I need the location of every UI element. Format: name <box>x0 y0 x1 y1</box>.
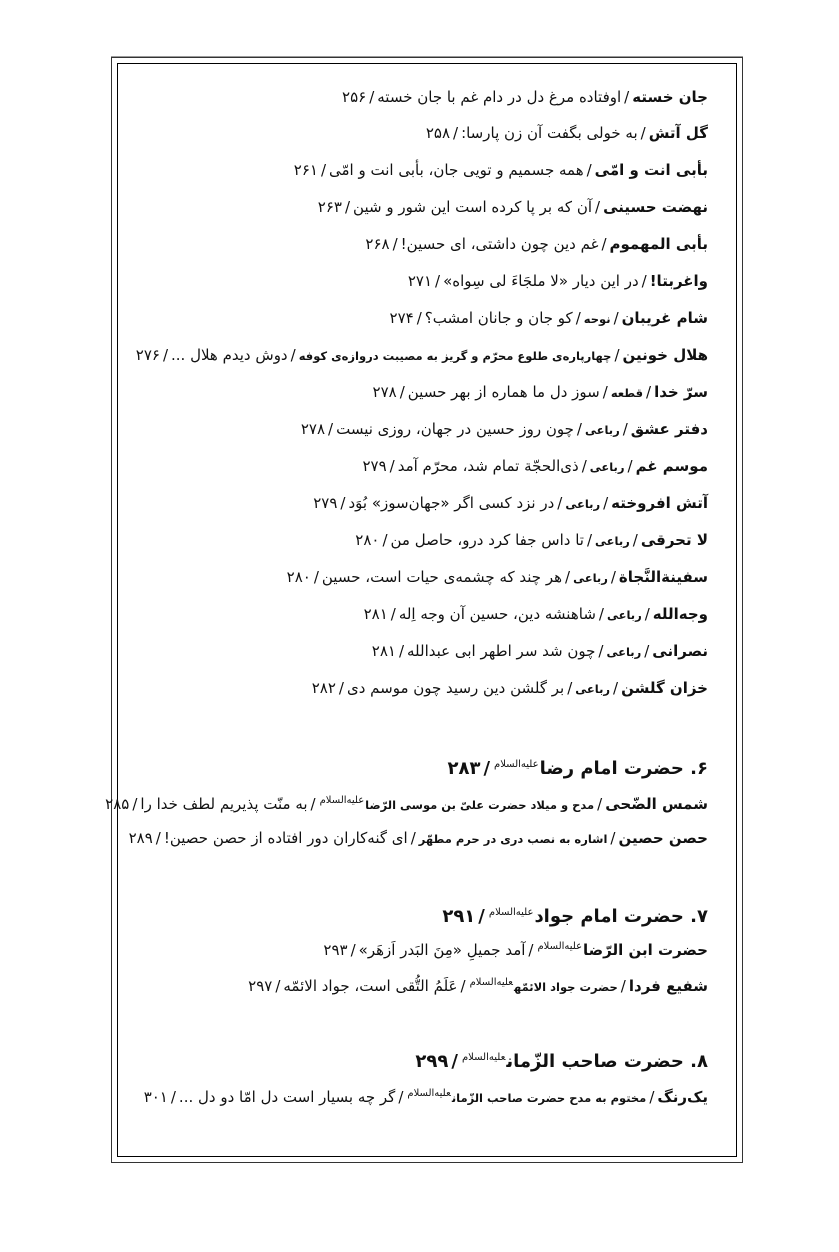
entry-form: نوحه <box>583 312 611 326</box>
toc-entry[interactable] <box>129 828 708 849</box>
entry-form: رباعی <box>589 460 625 474</box>
entry-page-number: ۲۷۴ <box>389 309 414 327</box>
entry-title: سرّ خدا <box>654 383 708 401</box>
separator: / <box>575 309 581 327</box>
toc-entry[interactable] <box>323 937 708 960</box>
toc-entry[interactable] <box>301 419 708 440</box>
entry-first-line: هر چند که چشمه‌ی حیات است، حسین <box>321 568 563 586</box>
entry-form: چهارپاره‌ی طلوع محرّم و گریز به مصیبت دروازه‌ی کوفه <box>298 349 612 363</box>
separator: / <box>627 457 633 475</box>
entry-title: جان خسته <box>632 88 708 106</box>
entry-form: رباعی <box>606 608 642 622</box>
separator: / <box>435 272 441 290</box>
entry-form: رباعی <box>565 497 601 511</box>
separator: / <box>567 679 573 697</box>
separator: / <box>338 679 344 697</box>
entry-first-line: سوز دل ما هماره از بهر حسین <box>407 383 600 401</box>
toc-entry[interactable] <box>365 234 708 254</box>
separator: / <box>595 198 601 216</box>
entry-title: آتش افروخته <box>611 494 708 512</box>
entry-page-number: ۲۶۸ <box>365 235 390 253</box>
toc-entry[interactable] <box>373 382 708 403</box>
section-title: ۶. حضرت امام رضا <box>539 758 708 779</box>
separator: / <box>170 1088 176 1106</box>
entry-first-line: تا داس جفا کرد درو، حاصل من <box>390 531 584 549</box>
separator: / <box>453 124 459 142</box>
entry-first-line: بر گلشن دین رسید چون موسم دی <box>346 679 565 697</box>
honorific-mark: علیه‌السلام <box>469 977 513 988</box>
entry-first-line: دوش دیدم هلال ... <box>171 346 288 364</box>
entry-first-line: آن که بر پا کرده است این شور و شین <box>353 198 593 216</box>
separator: / <box>410 829 416 847</box>
entry-page-number: ۲۷۸ <box>300 420 326 438</box>
separator: / <box>390 605 396 623</box>
separator: / <box>610 829 616 847</box>
entry-title: سفینة‌النَّجاة <box>618 568 708 586</box>
entry-page-number: ۲۸۰ <box>355 531 380 549</box>
toc-entry[interactable] <box>105 791 708 815</box>
entry-first-line: به خولی بگفت آن زن پارسا: <box>461 124 638 142</box>
separator: / <box>632 531 638 549</box>
separator: / <box>382 531 388 549</box>
entry-page-number: ۲۸۵ <box>105 795 130 813</box>
entry-page-number: ۲۹۷ <box>248 977 273 995</box>
section-page-number: ۲۸۳ <box>447 758 481 779</box>
separator: / <box>132 795 138 813</box>
entry-title: شام غریبان <box>621 309 708 327</box>
separator: / <box>275 977 281 995</box>
entry-first-line: همه جسمیم و تویی جان، بأبی انت و امّی <box>329 161 584 179</box>
separator: / <box>290 346 296 364</box>
separator: / <box>602 383 608 401</box>
toc-entry[interactable] <box>362 456 708 477</box>
toc-entry[interactable] <box>144 1084 708 1108</box>
entry-form: رباعی <box>595 534 630 548</box>
toc-entry[interactable] <box>342 87 708 107</box>
separator: / <box>399 383 405 401</box>
toc-entry[interactable] <box>426 123 708 143</box>
separator: / <box>344 198 351 216</box>
entry-form: قطعه <box>610 386 644 400</box>
separator: / <box>581 457 587 475</box>
toc-entry[interactable] <box>287 567 708 588</box>
honorific-mark: علیه‌السلام <box>407 1088 451 1099</box>
entry-page-number: ۲۶۳ <box>317 198 342 216</box>
section-title: ۷. حضرت امام جواد <box>534 906 708 927</box>
separator: / <box>478 906 485 927</box>
toc-entry[interactable] <box>318 197 708 217</box>
entry-page-number: ۲۵۶ <box>342 88 367 106</box>
separator: / <box>597 795 603 813</box>
separator: / <box>646 383 652 401</box>
honorific-mark: علیه‌السلام <box>319 795 365 806</box>
entry-title: هلال خونین <box>622 346 708 364</box>
entry-form: رباعی <box>575 682 611 696</box>
entry-first-line: ای گنه‌کاران دور افتاده از حصن حصین! <box>163 829 408 847</box>
separator: / <box>641 272 647 290</box>
entry-form: رباعی <box>584 423 620 437</box>
separator: / <box>483 758 491 779</box>
entry-page-number: ۲۷۶ <box>135 346 160 364</box>
section-page-number: ۲۹۹ <box>415 1051 449 1072</box>
honorific-mark: علیه‌السلام <box>461 1052 506 1063</box>
entry-title: موسم غم <box>635 457 708 475</box>
separator: / <box>598 642 604 660</box>
separator: / <box>565 568 571 586</box>
entry-title: حصن حصین <box>618 829 708 847</box>
separator: / <box>644 605 650 623</box>
entry-title: واغربتا! <box>649 272 708 290</box>
entry-page-number: ۲۷۹ <box>362 457 387 475</box>
entry-title: شفیع فردا <box>628 977 708 995</box>
toc-entry[interactable] <box>248 973 708 997</box>
entry-form: رباعی <box>606 645 642 659</box>
separator: / <box>328 420 334 438</box>
separator: / <box>389 457 395 475</box>
separator: / <box>640 124 646 142</box>
separator: / <box>586 161 592 179</box>
entry-first-line: آمد جمیلِ «مِنَ البَدر اَزهَر» <box>358 941 526 959</box>
separator: / <box>624 88 630 106</box>
separator: / <box>460 977 466 995</box>
separator: / <box>528 941 534 959</box>
entry-page-number: ۲۹۳ <box>323 941 348 959</box>
separator: / <box>586 531 593 549</box>
entry-page-number: ۲۸۱ <box>363 605 388 623</box>
entry-title: شمس الضّحی <box>605 795 708 813</box>
entry-title: یک‌رنگ <box>657 1088 708 1106</box>
entry-title: وجه‌الله <box>652 605 708 623</box>
separator: / <box>598 605 604 623</box>
separator: / <box>610 568 616 586</box>
toc-entry[interactable] <box>372 641 708 662</box>
entry-page-number: ۲۵۸ <box>425 124 450 142</box>
section-page-number: ۲۹۱ <box>442 906 476 927</box>
entry-form: اشاره به نصب دری در حرم مطهّر <box>418 832 608 846</box>
section-heading[interactable] <box>442 901 708 929</box>
entry-page-number: ۲۷۸ <box>372 383 397 401</box>
separator: / <box>310 795 316 813</box>
toc-entry[interactable] <box>312 678 708 699</box>
separator: / <box>613 309 619 327</box>
honorific-mark: علیه‌السلام <box>494 759 539 770</box>
honorific-mark: علیه‌السلام <box>488 907 534 918</box>
entry-first-line: در این دیار «لا ملجَاءَ لی سِواه» <box>443 272 639 290</box>
entry-form: مختوم به مدح حضرت صاحب الزّمان <box>451 1091 647 1105</box>
separator: / <box>603 494 609 512</box>
separator: / <box>576 420 582 438</box>
separator: / <box>620 977 626 995</box>
entry-first-line: در نزد کسی اگر «جهان‌سوز» بُوَد <box>348 494 555 512</box>
toc-entry[interactable] <box>313 493 708 514</box>
entry-page-number: ۲۸۱ <box>371 642 396 660</box>
entry-title: نصرانی <box>652 642 708 660</box>
entry-form: رباعی <box>573 571 608 585</box>
separator: / <box>162 346 168 364</box>
entry-first-line: چون روز حسین در جهان، روزی نیست <box>336 420 574 438</box>
entry-first-line: اوفتاده مرغ دل در دام غم با جان خسته <box>377 88 622 106</box>
separator: / <box>369 88 375 106</box>
separator: / <box>398 642 405 660</box>
entry-page-number: ۲۸۲ <box>311 679 336 697</box>
entry-page-number: ۳۰۱ <box>143 1088 168 1106</box>
separator: / <box>451 1051 458 1072</box>
section-heading[interactable] <box>415 1046 708 1074</box>
entry-first-line: کو جان و جانان امشب؟ <box>424 309 573 327</box>
entry-first-line: گر چه بسیار است دل امّا دو دل ... <box>178 1088 396 1106</box>
section-heading[interactable] <box>447 753 708 781</box>
entry-page-number: ۲۸۹ <box>128 829 153 847</box>
entry-first-line: ذی‌الحجّة تمام شد، محرّم آمد <box>397 457 579 475</box>
separator: / <box>601 235 607 253</box>
separator: / <box>557 494 563 512</box>
toc-entry[interactable] <box>408 271 708 291</box>
entry-first-line: به منّت پذیریم لطف خدا را <box>140 795 308 813</box>
entry-first-line: چون شد سر اطهر ابی عبدالله <box>407 642 596 660</box>
separator: / <box>313 568 319 586</box>
entry-title: دفتر عشق <box>630 420 708 438</box>
separator: / <box>398 1088 404 1106</box>
entry-page-number: ۲۷۹ <box>313 494 338 512</box>
entry-page-number: ۲۷۱ <box>407 272 432 290</box>
entry-title: بأبی انت و امّی <box>594 161 708 179</box>
separator: / <box>622 420 628 438</box>
separator: / <box>614 346 620 364</box>
separator: / <box>392 235 398 253</box>
separator: / <box>340 494 346 512</box>
entry-title: گل آتش <box>648 124 708 142</box>
toc-entry[interactable] <box>294 160 708 180</box>
separator: / <box>649 1088 655 1106</box>
entry-title: خزان گلشن <box>621 679 708 697</box>
entry-title: نهضت حسینی <box>603 198 708 216</box>
separator: / <box>350 941 356 959</box>
separator: / <box>416 309 422 327</box>
entry-form: حضرت جواد الائمّه <box>513 980 618 994</box>
toc-entry[interactable] <box>390 308 708 329</box>
entry-first-line: شاهنشه دین، حسین آن وجه اِله <box>398 605 596 623</box>
entry-first-line: عَلَمُ التُّقی است، جواد الائمّه <box>283 977 458 995</box>
separator: / <box>613 679 619 697</box>
entry-page-number: ۲۶۱ <box>293 161 318 179</box>
section-title: ۸. حضرت صاحب الزّمان <box>506 1051 708 1072</box>
entry-title: لا تحرقی <box>640 531 708 549</box>
toc-entry[interactable] <box>364 604 708 625</box>
separator: / <box>644 642 650 660</box>
honorific-mark: علیه‌السلام <box>537 941 583 952</box>
entry-form: مدح و میلاد حضرت علیّ بن موسی الرّضا <box>365 798 595 812</box>
toc-entry[interactable] <box>355 530 708 551</box>
toc-entry[interactable] <box>136 345 708 366</box>
entry-page-number: ۲۸۰ <box>286 568 311 586</box>
entry-first-line: غم دین چون داشتی، ای حسین! <box>400 235 599 253</box>
entry-title: بأبی المهموم <box>609 235 708 253</box>
separator: / <box>155 829 161 847</box>
separator: / <box>320 161 327 179</box>
entry-title: حضرت ابن الرّضا <box>583 941 708 959</box>
